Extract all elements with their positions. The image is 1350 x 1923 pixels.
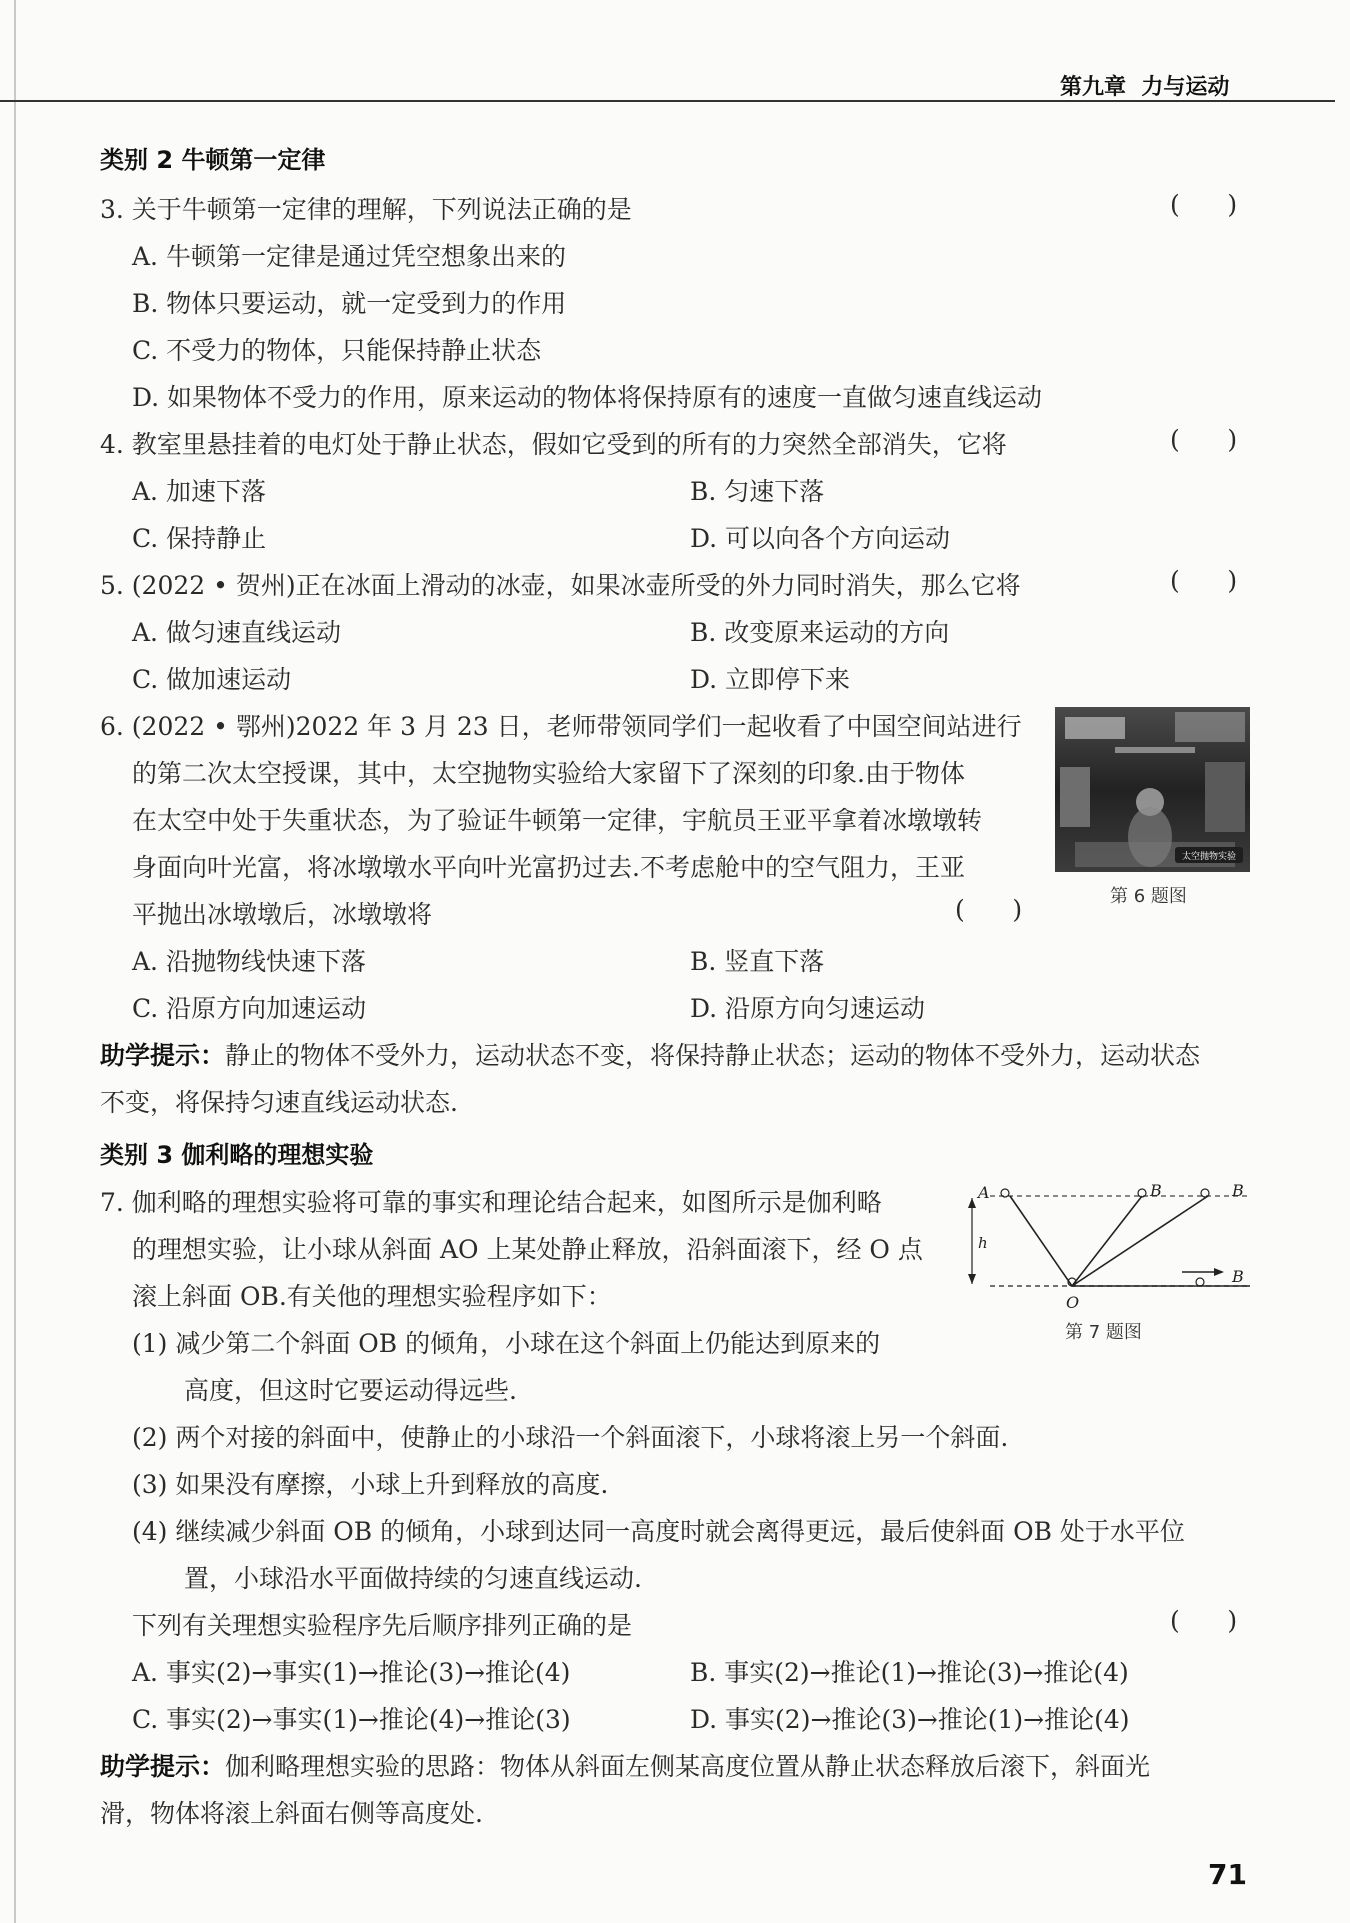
q5-option-b: B. 改变原来运动的方向 (690, 618, 950, 647)
q5-option-c: C. 做加速运动 (132, 665, 292, 694)
q7-fig-label-b3: B (1232, 1267, 1244, 1286)
q6-figure-caption: 第 6 题图 (1110, 886, 1187, 907)
q7-stem-line2: 的理想实验，让小球从斜面 AO 上某处静止释放，沿斜面滚下，经 O 点 (132, 1235, 923, 1264)
q7-figure-caption: 第 7 题图 (1065, 1322, 1142, 1343)
q6-stem-line4: 身面向叶光富，将冰墩墩水平向叶光富扔过去.不考虑舱中的空气阻力，王亚 (132, 853, 965, 882)
q4-option-a: A. 加速下落 (132, 477, 266, 506)
chapter-number: 第九章 (1060, 75, 1127, 100)
q6-stem-line5: 平抛出冰墩墩后，冰墩墩将 (132, 900, 433, 929)
hint2-text1: 伽利略理想实验的思路：物体从斜面左侧某高度位置从静止状态释放后滚下，斜面光 (225, 1752, 1151, 1781)
q7-answer-bracket[interactable]: ( ) (1170, 1606, 1238, 1635)
q7-option-a: A. 事实(2)→事实(1)→推论(3)→推论(4) (132, 1658, 571, 1687)
hint1-label: 助学提示： (100, 1041, 226, 1070)
q7-fig-label-a: A (978, 1183, 990, 1202)
q6-stem-line2: 的第二次太空授课，其中，太空抛物实验给大家留下了深刻的印象.由于物体 (132, 759, 965, 788)
q7-procedure-4b: 置，小球沿水平面做持续的匀速直线运动. (184, 1564, 642, 1593)
q5-stem: 5. (2022 • 贺州)正在冰面上滑动的冰壶，如果冰壶所受的外力同时消失，那么它将 (100, 571, 1021, 600)
chapter-label (1060, 70, 1229, 101)
section-heading-cat3: 类别 3 伽利略的理想实验 (100, 1141, 374, 1169)
q3-option-b: B. 物体只要运动，就一定受到力的作用 (132, 289, 567, 318)
q7-procedure-1b: 高度，但这时它要运动得远些. (184, 1376, 517, 1405)
q6-stem-line1: 6. (2022 • 鄂州)2022 年 3 月 23 日，老师带领同学们一起收看了中国空间站进行 (100, 712, 1022, 741)
q4-option-b: B. 匀速下落 (690, 477, 825, 506)
q3-option-c: C. 不受力的物体，只能保持静止状态 (132, 336, 542, 365)
q7-incline-diagram (960, 1180, 1260, 1315)
q7-fig-label-b1: B (1150, 1181, 1162, 1200)
header-rule (0, 100, 1335, 102)
q5-option-d: D. 立即停下来 (690, 665, 851, 694)
q6-option-c: C. 沿原方向加速运动 (132, 994, 367, 1023)
hint2-line2: 滑，物体将滚上斜面右侧等高度处. (100, 1799, 483, 1828)
q5-answer-bracket[interactable]: ( ) (1170, 566, 1238, 595)
q7-fig-label-h: h (978, 1234, 988, 1252)
q7-procedure-4a: (4) 继续减少斜面 OB 的倾角，小球到达同一高度时就会离得更远，最后使斜面 OB 处于水平位 (132, 1517, 1185, 1546)
q7-stem-line3: 滚上斜面 OB.有关他的理想实验程序如下： (132, 1282, 612, 1311)
q4-option-c: C. 保持静止 (132, 524, 267, 553)
q3-stem: 3. 关于牛顿第一定律的理解，下列说法正确的是 (100, 195, 632, 224)
q7-option-b: B. 事实(2)→推论(1)→推论(3)→推论(4) (690, 1658, 1129, 1687)
section-heading-cat2: 类别 2 牛顿第一定律 (100, 146, 326, 174)
hint1-line1 (100, 1036, 1200, 1072)
q6-option-d: D. 沿原方向匀速运动 (690, 994, 926, 1023)
q7-ask: 下列有关理想实验程序先后顺序排列正确的是 (132, 1611, 633, 1640)
q6-option-b: B. 竖直下落 (690, 947, 825, 976)
q4-option-d: D. 可以向各个方向运动 (690, 524, 951, 553)
q6-answer-bracket[interactable]: ( ) (955, 895, 1023, 924)
q7-procedure-2: (2) 两个对接的斜面中，使静止的小球沿一个斜面滚下，小球将滚上另一个斜面. (132, 1423, 1009, 1452)
q4-answer-bracket[interactable]: ( ) (1170, 425, 1238, 454)
q7-procedure-1a: (1) 减少第二个斜面 OB 的倾角，小球在这个斜面上仍能达到原来的 (132, 1329, 881, 1358)
q7-stem-line1: 7. 伽利略的理想实验将可靠的事实和理论结合起来，如图所示是伽利略 (100, 1188, 882, 1217)
q3-option-d: D. 如果物体不受力的作用，原来运动的物体将保持原有的速度一直做匀速直线运动 (132, 383, 1043, 412)
chapter-title: 力与运动 (1141, 75, 1230, 100)
page-binding-edge (14, 0, 16, 1923)
hint2-label: 助学提示： (100, 1752, 226, 1781)
q6-option-a: A. 沿抛物线快速下落 (132, 947, 366, 976)
q6-stem-line3: 在太空中处于失重状态，为了验证牛顿第一定律，宇航员王亚平拿着冰墩墩转 (132, 806, 983, 835)
q7-fig-label-b2: B (1232, 1181, 1244, 1200)
q5-option-a: A. 做匀速直线运动 (132, 618, 341, 647)
page-number: 71 (1208, 1858, 1247, 1891)
q4-stem: 4. 教室里悬挂着的电灯处于静止状态，假如它受到的所有的力突然全部消失，它将 (100, 430, 1007, 459)
q7-procedure-3: (3) 如果没有摩擦，小球上升到释放的高度. (132, 1470, 609, 1499)
q6-space-photo (1055, 707, 1250, 872)
q7-fig-label-o: O (1066, 1293, 1080, 1312)
hint1-text1: 静止的物体不受外力，运动状态不变，将保持静止状态；运动的物体不受外力，运动状态 (225, 1041, 1201, 1070)
q3-answer-bracket[interactable]: ( ) (1170, 190, 1238, 219)
q7-option-d: D. 事实(2)→推论(3)→推论(1)→推论(4) (690, 1705, 1130, 1734)
q3-option-a: A. 牛顿第一定律是通过凭空想象出来的 (132, 242, 566, 271)
hint2-line1 (100, 1747, 1150, 1783)
q6-photo-label: 太空抛物实验 (1181, 852, 1237, 862)
q7-option-c: C. 事实(2)→事实(1)→推论(4)→推论(3) (132, 1705, 571, 1734)
hint1-line2: 不变，将保持匀速直线运动状态. (100, 1088, 458, 1117)
